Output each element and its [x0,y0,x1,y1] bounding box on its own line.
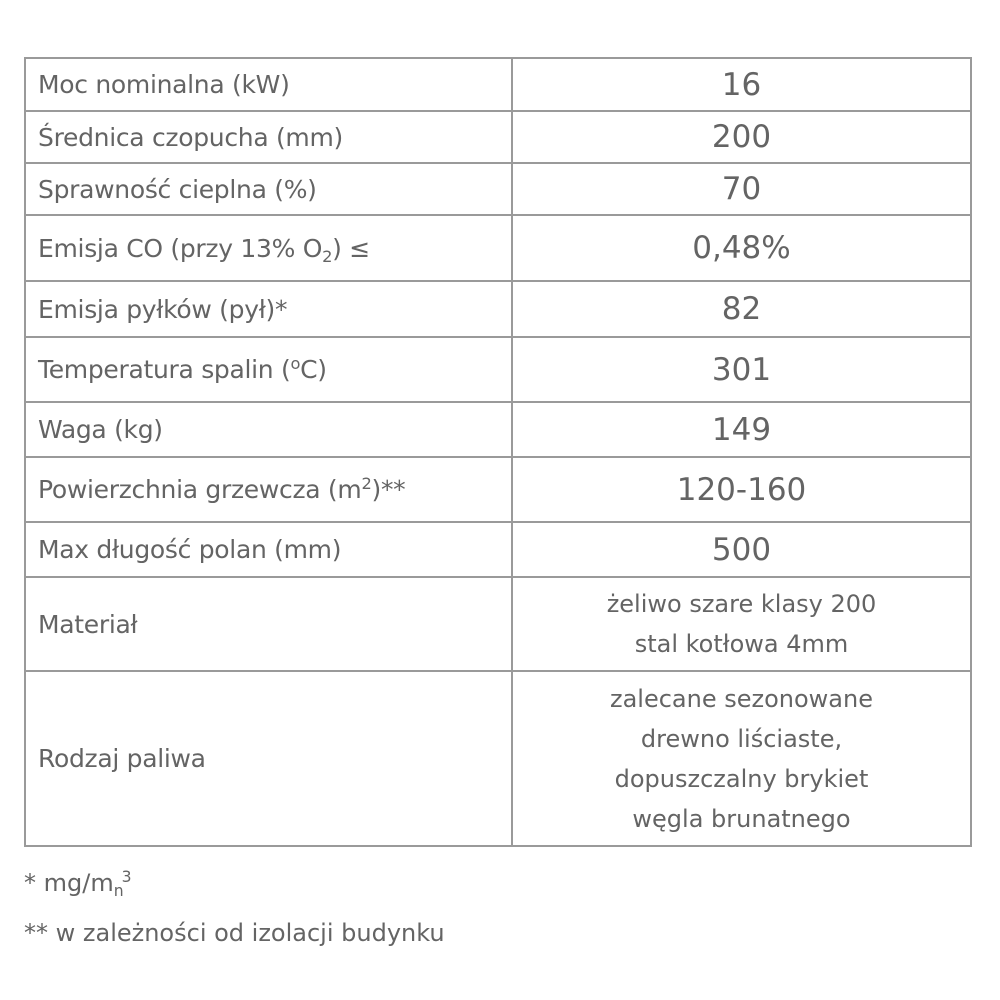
table-row [25,215,971,281]
row-label-co-emission: Emisja CO (przy 13% $O_2$) ≤ [25,215,512,281]
row-label-flue-diameter: Średnica czopucha (mm) [25,111,512,163]
table-row [25,402,971,457]
row-label-material: Materiał [25,577,512,671]
row-value-fuel-type [512,671,971,846]
table-row [25,671,971,846]
row-label-heating-area: Powierzchnia grzewcza $(m^2)**$ [25,457,512,522]
footnotes [24,858,445,958]
specification-table [24,57,972,847]
row-value-flue-gas-temperature: 301 [512,337,971,402]
fuel-line: zalecane sezonowane [609,684,873,713]
row-value-dust-emission: 82 [512,281,971,337]
row-value-nominal-power: 16 [512,58,971,111]
material-line: żeliwo szare klasy 200 [606,590,877,618]
table-row [25,337,971,402]
row-label-weight: Waga (kg) [25,402,512,457]
table-row [25,111,971,163]
row-label-flue-gas-temperature: Temperatura spalin ($^o$C) [25,337,512,402]
table-row [25,457,971,522]
footnote-heating-area: ** w zależności od izolacji budynku [24,919,445,947]
row-label-dust-emission: Emisja pyłków (pył)* [25,281,512,337]
row-label-max-log-length: Max długość polan (mm) [25,522,512,577]
row-value-weight: 149 [512,402,971,457]
row-value-heating-area: 120-160 [512,457,971,522]
row-value-thermal-efficiency: 70 [512,163,971,215]
fuel-line: dopuszczalny brykiet [614,764,869,793]
table-row [25,577,971,671]
fuel-line: drewno liściaste, [640,724,843,753]
row-label-thermal-efficiency: Sprawność cieplna (%) [25,163,512,215]
row-value-flue-diameter: 200 [512,111,971,163]
material-line: stal kotłowa 4mm [634,630,849,658]
row-value-max-log-length: 500 [512,522,971,577]
row-value-co-emission: 0,48% [512,215,971,281]
row-label-nominal-power: Moc nominalna (kW) [25,58,512,111]
table-row [25,163,971,215]
table-row [25,58,971,111]
footnote-dust-unit: * $mg/m_n^3$ [24,868,132,901]
row-value-material [512,577,971,671]
table-row [25,281,971,337]
row-label-fuel-type: Rodzaj paliwa [25,671,512,846]
fuel-line: węgla brunatnego [632,804,851,833]
table-row [25,522,971,577]
